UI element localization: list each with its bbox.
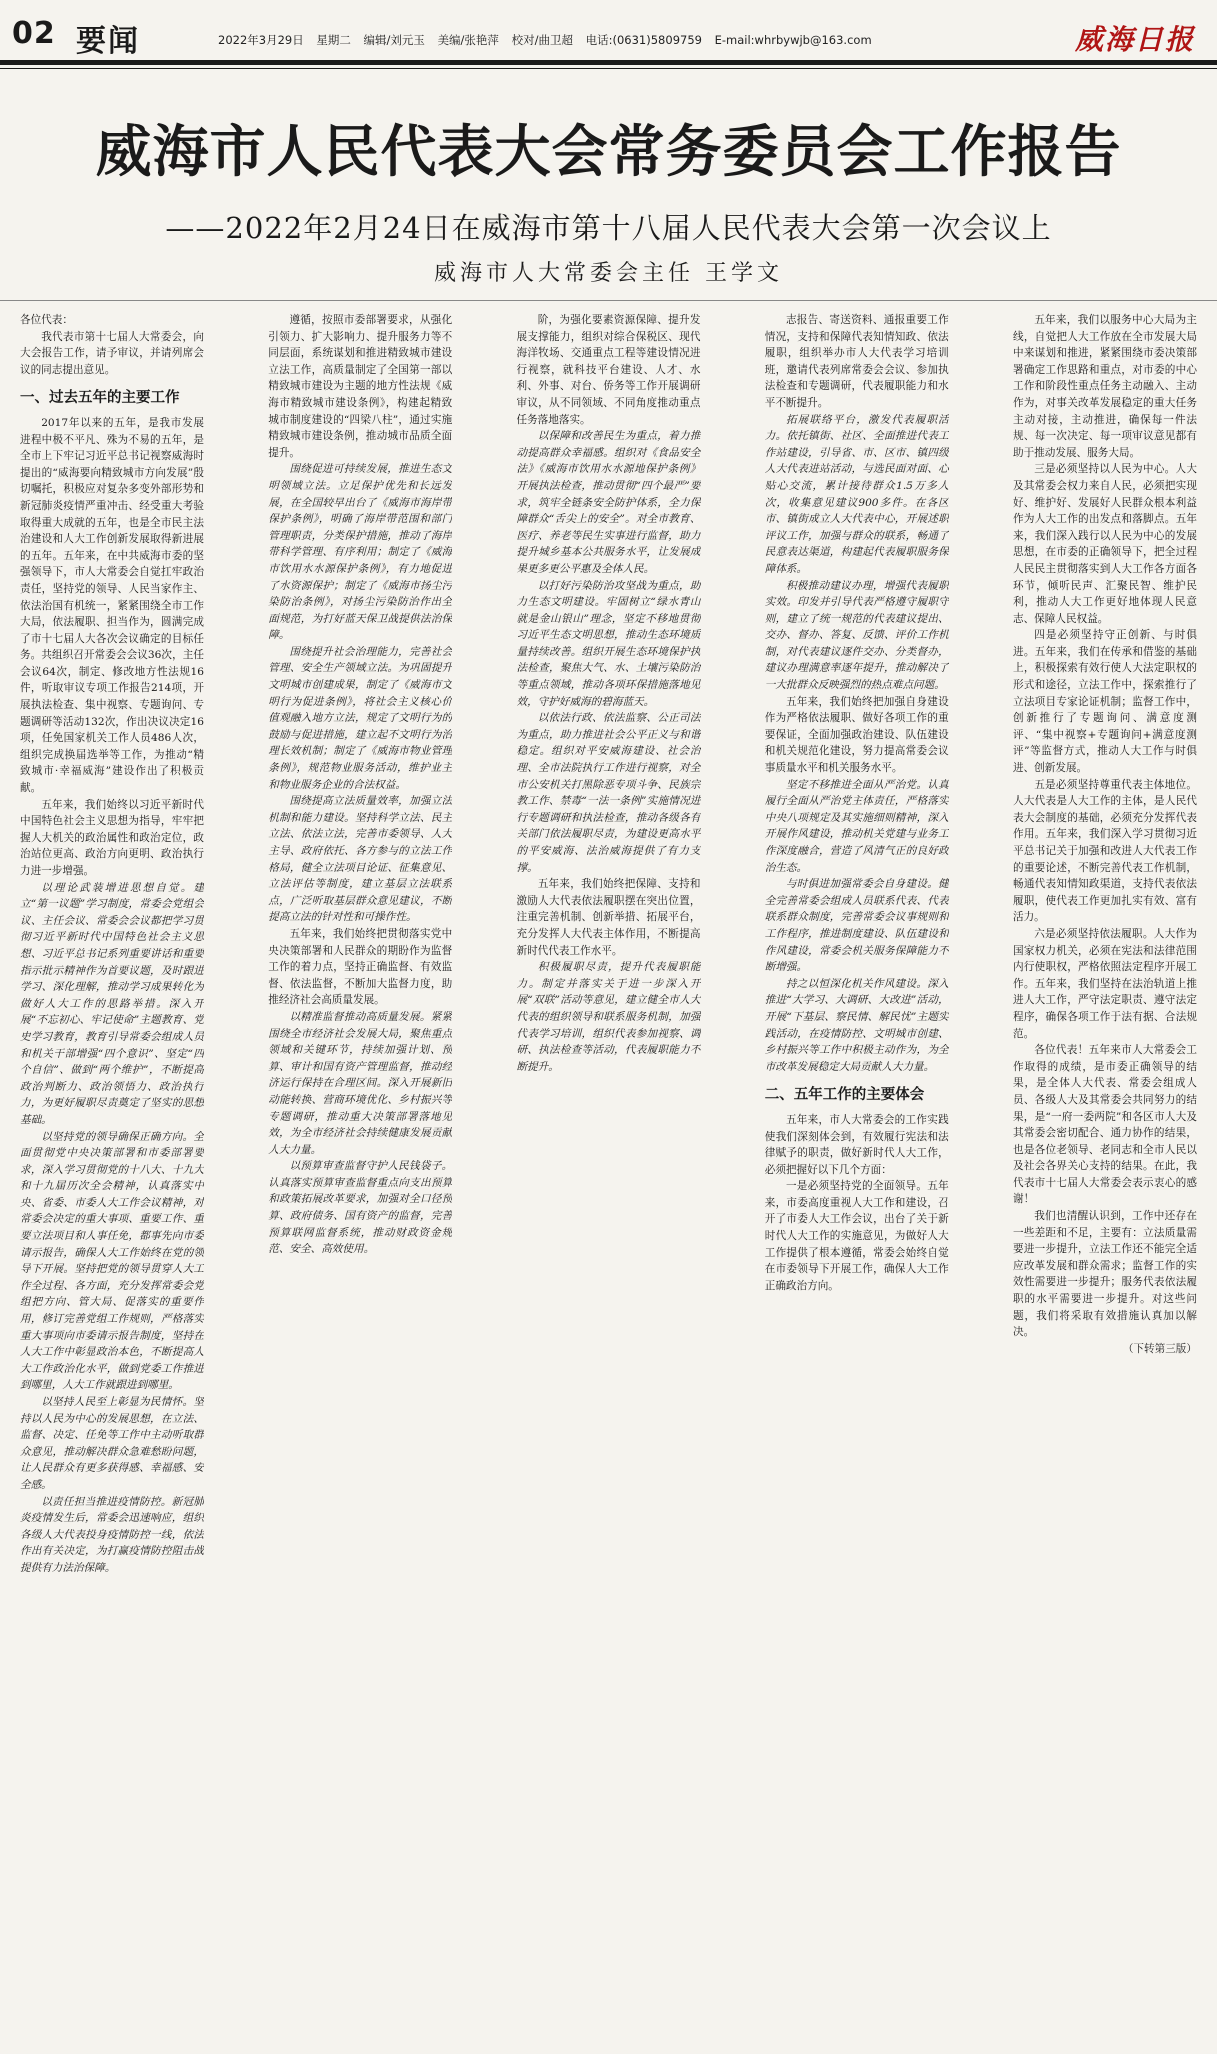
masthead-rule-thin [0, 68, 1217, 69]
paragraph: 四是必须坚持守正创新、与时俱进。五年来，我们在传承和借鉴的基础上，积极探索有效行使人大法定职权的形式和途径，立法工作中，探索推行了立法项目专家论证机制；监督工作中，创新推行了专题询问、满意度测评、“集中视察+专题询问+满意度测评”等监督方式，推动人大工作与时俱进、创新发展。 [1013, 629, 1197, 775]
paragraph: 坚定不移推进全面从严治党。认真履行全面从严治党主体责任，严格落实中央八项规定及其实施细则精神，深入开展作风建设，推动机关党建与业务工作深度融合，营造了风清气正的良好政治生态。 [764, 778, 949, 874]
text-column-3 [517, 312, 701, 2034]
paragraph: 2017年以来的五年，是我市发展进程中极不平凡、殊为不易的五年，是全市上下牢记习近平总书记视察威海时提出的“威海要向精致城市方向发展”殷切嘱托，积极应对复杂多变外部形势和新冠肺炎疫情严重冲击、经受重大考验取得重大成就的五年，也是全市民主法治建设和人大工作创新发展取得新进展的五年。五年来，在中共威海市委的坚强领导下，市人大常委会自觉扛牢政治责任，坚持党的领导、人民当家作主、依法治国有机统一，紧紧围绕全市工作大局，依法履职、担当作为，圆满完成了市十七届人大各次会议确定的目标任务。共组织召开常委会会议36次，主任会议64次，制定、修改地方性法规16件，听取审议专项工作报告214项，开展执法检查、集中视察、专题询问、专题调研等活动132次，作出决议决定16项，任免国家机关工作人员486人次，组织完成换届选举等工作，为推动“精致城市·幸福威海”建设作出了积极贡献。 [20, 416, 204, 795]
page-number: 02 [12, 16, 56, 51]
section-heading: 二、五年工作的主要体会 [764, 1087, 925, 1104]
paragraph: 以打好污染防治攻坚战为重点，助力生态文明建设。牢固树立“绿水青山就是金山银山”理念，坚定不移地贯彻习近平生态文明思想，推动生态环境质量持续改善。组织开展生态环境保护执法检查，聚焦大气、水、土壤污染防治等重点领域，推动各项环保措施落地见效，守护好威海的碧海蓝天。 [516, 579, 701, 708]
paragraph: 拓展联络平台，激发代表履职活力。依托镇街、社区、全面推进代表工作站建设，引导省、市、区市、镇四级人大代表进站活动，与选民面对面、心贴心交流，累计接待群众1.5万多人次，收集意见建议900多件。在各区市、镇街成立人大代表中心，开展述职评议工作，加强与群众的联系，畅通了民意表达渠道，构建起代表履职服务保障体系。 [764, 413, 949, 575]
continued-notice: （下转第三版） [1122, 1342, 1197, 1355]
article-headline: 威海市人民代表大会常务委员会工作报告 [95, 119, 1122, 185]
issue-weekday: 星期二 [316, 33, 351, 47]
editor-credit: 编辑/刘元玉 [363, 33, 425, 47]
paragraph: 一是必须坚持党的全面领导。五年来，市委高度重视人大工作和建设，召开了市委人大工作会议，出台了关于新时代人大工作的实施意见，为做好人大工作提供了根本遵循，常委会始终自觉在市委领导下开展工作，确保人大工作正确政治方向。 [764, 1180, 949, 1292]
text-column-2 [268, 312, 452, 2034]
headline-divider [0, 300, 1217, 301]
contact-email: E-mail:whrbywjb@163.com [714, 33, 872, 47]
text-column-1 [20, 312, 204, 2034]
contact-phone: 电话:(0631)5809759 [585, 33, 702, 47]
newspaper-logo: 威海日报 [1074, 23, 1195, 56]
paragraph: 以保障和改善民生为重点，着力推动提高群众幸福感。组织对《食品安全法》《威海市饮用水水源地保护条例》开展执法检查，推动贯彻“四个最严”要求，筑牢全链条安全防护体系，全力保障群众“舌尖上的安全”。对全市教育、医疗、养老等民生实事进行监督，助力提升城乡基本公共服务水平，让发展成果更多更公平惠及全体人民。 [516, 430, 701, 575]
paragraph: 持之以恒深化机关作风建设。深入推进“大学习、大调研、大改进”活动，开展“下基层、察民情、解民忧”主题实践活动，在疫情防控、文明城市创建、乡村振兴等工作中积极主动作为，为全市改革发展稳定大局贡献人大力量。 [764, 977, 949, 1073]
paragraph: 五是必须坚持尊重代表主体地位。人大代表是人大工作的主体，是人民代表大会制度的基础，必须充分发挥代表作用。五年来，我们深入学习贯彻习近平总书记关于加强和改进人大代表工作的重要论述，不断完善代表工作机制，畅通代表知情知政渠道，支持代表依法履职，使代表工作更加扎实有效、富有活力。 [1013, 778, 1197, 924]
paragraph: 以坚持党的领导确保正确方向。全面贯彻党中央决策部署和市委部署要求，深入学习贯彻党的十八大、十九大和十九届历次全会精神，认真落实中央、省委、市委人大工作会议精神，对常委会决定的重大事项、重要工作、重要立法项目和人事任免，都事先向市委请示报告，确保人大工作始终在党的领导下开展。坚持把党的领导贯穿人大工作全过程、各方面，充分发挥常委会党组把方向、管大局、促落实的重要作用，修订完善党组工作规则，严格落实重大事项向市委请示报告制度，坚持在人大工作中彰显政治本色，不断提高人大工作政治化水平，做到党委工作推进到哪里，人大工作就跟进到哪里。 [20, 1130, 204, 1392]
article-body [20, 312, 1197, 2034]
masthead [0, 0, 1217, 84]
paragraph: 五年来，我们始终把保障、支持和激励人大代表依法履职摆在突出位置，注重完善机制、创新举措、拓展平台，充分发挥人大代表主体作用，不断提高新时代代表工作水平。 [516, 878, 701, 957]
article-subheadline: ——2022年2月24日在威海市第十八届人民代表大会第一次会议上 [165, 211, 1052, 245]
designer-credit: 美编/张艳萍 [437, 33, 499, 47]
paragraph: 五年来，我们始终把贯彻落实党中央决策部署和人民群众的期盼作为监督工作的着力点，坚持正确监督、有效监督、依法监督，不断加大监督力度，助推经济社会高质量发展。 [268, 927, 453, 1007]
paragraph: 积极履职尽责，提升代表履职能力。制定并落实关于进一步深入开展“双联”活动等意见，建立健全市人大代表的组织领导和联系服务机制，加强代表学习培训，组织代表参加视察、调研、执法检查等活动，代表履职能力不断提升。 [516, 961, 701, 1073]
paragraph: 五年来，我们始终把加强自身建设作为严格依法履职、做好各项工作的重要保证，全面加强政治建设、队伍建设和机关规范化建设，努力提高常委会议事质量水平和机关服务水平。 [764, 695, 949, 775]
issue-date: 2022年3月29日 [218, 33, 304, 47]
paragraph: 各位代表！五年来市人大常委会工作取得的成绩，是市委正确领导的结果，是全体人大代表、常委会组成人员、各级人大及其常委会共同努力的结果，是“一府一委两院”和各区市人大及其常委会密切配合、通力协作的结果，也是各位老领导、老同志和全市人民以及社会各界关心支持的结果。在此，我代表市十七届人大常委会表示衷心的感谢！ [1013, 1044, 1197, 1206]
paragraph: 以理论武装增进思想自觉。建立“第一议题”学习制度，常委会党组会议、主任会议、常委会会议都把学习贯彻习近平新时代中国特色社会主义思想、习近平总书记系列重要讲话和重要指示批示精神作为首要议题，及时跟进学习、深化理解，推动学习成果转化为做好人大工作的思路举措。深入开展“不忘初心、牢记使命”主题教育、党史学习教育，教育引导常委会组成人员和机关干部增强“四个意识”、坚定“四个自信”、做到“两个维护”，不断提高政治判断力、政治领悟力、政治执行力，为更好履职尽责奠定了坚实的思想基础。 [20, 881, 204, 1126]
proof-credit: 校对/曲卫超 [511, 33, 573, 47]
paragraph: 以精准监督推动高质量发展。紧紧围绕全市经济社会发展大局，聚焦重点领域和关键环节，持续加强计划、预算、审计和国有资产管理监督，推动经济运行保持在合理区间。深入开展新旧动能转换、营商环境优化、乡村振兴等专题调研，推动重大决策部署落地见效，为全市经济社会持续健康发展贡献人大力量。 [268, 1010, 453, 1156]
text-column-5 [1013, 312, 1197, 2034]
paragraph: 积极推动建议办理，增强代表履职实效。印发并引导代表严格遵守履职守则，建立了统一规范的代表建议提出、交办、督办、答复、反馈、评价工作机制，对代表建议逐件交办、分类督办，建议办理满意率逐年提升，推动解决了一大批群众反映强烈的热点难点问题。 [764, 579, 949, 692]
paragraph: 以依法行政、依法监察、公正司法为重点，助力推进社会公平正义与和谐稳定。组织对平安威海建设、社会治理、全市法院执行工作进行视察，对全市公安机关打黑除恶专项斗争、民族宗教工作、禁毒“一法一条例”实施情况进行专题调研和执法检查，推动各级各有关部门依法履职尽责，为建设更高水平的平安威海、法治威海提供了有力支撑。 [516, 712, 701, 874]
text-column-4 [765, 312, 949, 2034]
paragraph: 以坚持人民至上彰显为民情怀。坚持以人民为中心的发展思想，在立法、监督、决定、任免等工作中主动听取群众意见，推动解决群众急难愁盼问题，让人民群众有更多获得感、幸福感、安全感。 [20, 1396, 204, 1491]
paragraph: 围绕提高立法质量效率，加强立法机制和能力建设。坚持科学立法、民主立法、依法立法，完善市委领导、人大主导、政府依托、各方参与的立法工作格局，健全立法项目论证、征集意见、立法评估等制度，建立基层立法联系点，广泛听取基层群众意见建议，不断提高立法的针对性和可操作性。 [268, 795, 453, 924]
paragraph: 围绕促进可持续发展，推进生态文明领域立法。立足保护优先和长远发展，在全国较早出台了《威海市海岸带保护条例》，明确了海岸带范围和部门管理职责，分类保护措施，推动了海岸带科学管理、有序利用；制定了《威海市饮用水水源保护条例》，有力地促进了水资源保护；制定了《威海市扬尘污染防治条例》，对扬尘污染防治作出全面规范，为打好蓝天保卫战提供法治保障。 [268, 463, 453, 642]
paragraph: 与时俱进加强常委会自身建设。健全完善常委会组成人员联系代表、代表联系群众制度，完善常委会议事规则和工作程序，推进制度建设、队伍建设和作风建设，常委会机关服务保障能力不断增强。 [764, 878, 949, 974]
paragraph: 志报告、寄送资料、通报重要工作情况，支持和保障代表知情知政、依法履职，组织举办市人大代表学习培训班，邀请代表列席常委会会议、参加执法检查和专题调研，代表履职能力和水平不断提升。 [764, 314, 949, 409]
paragraph: 五年来，我们以服务中心大局为主线，自觉把人大工作放在全市发展大局中来谋划和推进，紧紧围绕市委决策部署确定工作思路和重点，对市委的中心工作和阶段性重点任务主动融入、主动作为，对事关改革发展稳定的重大任务主动对接，主动推进，确保每一件法规、每一次决定、每一项审议意见都有助于推动发展、服务大局。 [1013, 314, 1197, 459]
paragraph: 以预算审查监督守护人民钱袋子。认真落实预算审查监督重点向支出预算和政策拓展改革要求，加强对全口径预算、政府债务、国有资产的监督，完善预算联网监督系统，推动财政资金规范、安全、高效使用。 [268, 1160, 453, 1256]
article-byline: 威海市人大常委会主任 王学文 [434, 261, 783, 286]
paragraph: 阶，为强化要素资源保障、提升发展支撑能力，组织对综合保税区、现代海洋牧场、交通重点工程等建设情况进行视察，就科技平台建设、人才、水利、外事、对台、侨务等工作开展调研审议，从不同领域、不同角度推动重点任务落地落实。 [516, 314, 701, 426]
paragraph: 我代表市第十七届人大常委会，向大会报告工作，请予审议，并请列席会议的同志提出意见。 [20, 330, 204, 376]
section-name: 要闻 [76, 24, 140, 59]
paragraph: 三是必须坚持以人民为中心。人大及其常委会权力来自人民，必须把实现好、维护好、发展好人民群众根本利益作为人大工作的出发点和落脚点。五年来，我们深入践行以人民为中心的发展思想，在市委的正确领导下，把全过程人民民主贯彻落实到人大工作各方面各环节，倾听民声、汇聚民智、维护民利，推动人大工作更好地体现人民意志、保障人民权益。 [1013, 463, 1197, 625]
masthead-rule-thick [0, 60, 1217, 65]
paragraph: 围绕提升社会治理能力，完善社会管理、安全生产领域立法。为巩固提升文明城市创建成果，制定了《威海市文明行为促进条例》，将社会主义核心价值观融入地方立法，规定了文明行为的鼓励与促进措施，建立起不文明行为治理长效机制；制定了《威海市物业管理条例》，规范物业服务活动，维护业主和物业服务企业的合法权益。 [268, 645, 453, 791]
issue-info [218, 32, 881, 48]
paragraph: 遵循，按照市委部署要求，从强化引领力、扩大影响力、提升服务力等不同层面，系统谋划和推进精致城市建设立法工作，高质量制定了全国第一部以精致城市建设为主题的地方性法规《威海市精致城市建设条例》，构建起精致城市制度建设的“四梁八柱”，通过实施精致城市建设条例，推动城市品质全面提升。 [268, 314, 453, 459]
paragraph: 五年来，市人大常委会的工作实践使我们深刻体会到，有效履行宪法和法律赋予的职责，做好新时代人大工作，必须把握好以下几个方面： [764, 1113, 949, 1176]
paragraph: 我们也清醒认识到，工作中还存在一些差距和不足，主要有：立法质量需要进一步提升，立法工作还不能完全适应改革发展和群众需求；监督工作的实效性需要进一步提升；服务代表依法履职的水平需要进一步提升。对这些问题，我们将采取有效措施认真加以解决。 [1013, 1210, 1197, 1339]
greeting: 各位代表： [20, 314, 73, 326]
paragraph: 六是必须坚持依法履职。人大作为国家权力机关，必须在宪法和法律范围内行使职权，严格依照法定程序开展工作。五年来，我们坚持在法治轨道上推进人大工作，严守法定职责、遵守法定程序，确保各项工作于法有据、合法规范。 [1013, 927, 1197, 1040]
paragraph: 五年来，我们始终以习近平新时代中国特色社会主义思想为指导，牢牢把握人大机关的政治属性和政治定位，政治站位更高、政治方向更明、政治执行力进一步增强。 [20, 798, 204, 877]
section-heading: 一、过去五年的主要工作 [20, 390, 180, 407]
paragraph: 以责任担当推进疫情防控。新冠肺炎疫情发生后，常委会迅速响应，组织各级人大代表投身疫情防控一线，依法作出有关决定，为打赢疫情防控阻击战提供有力法治保障。 [20, 1495, 204, 1574]
